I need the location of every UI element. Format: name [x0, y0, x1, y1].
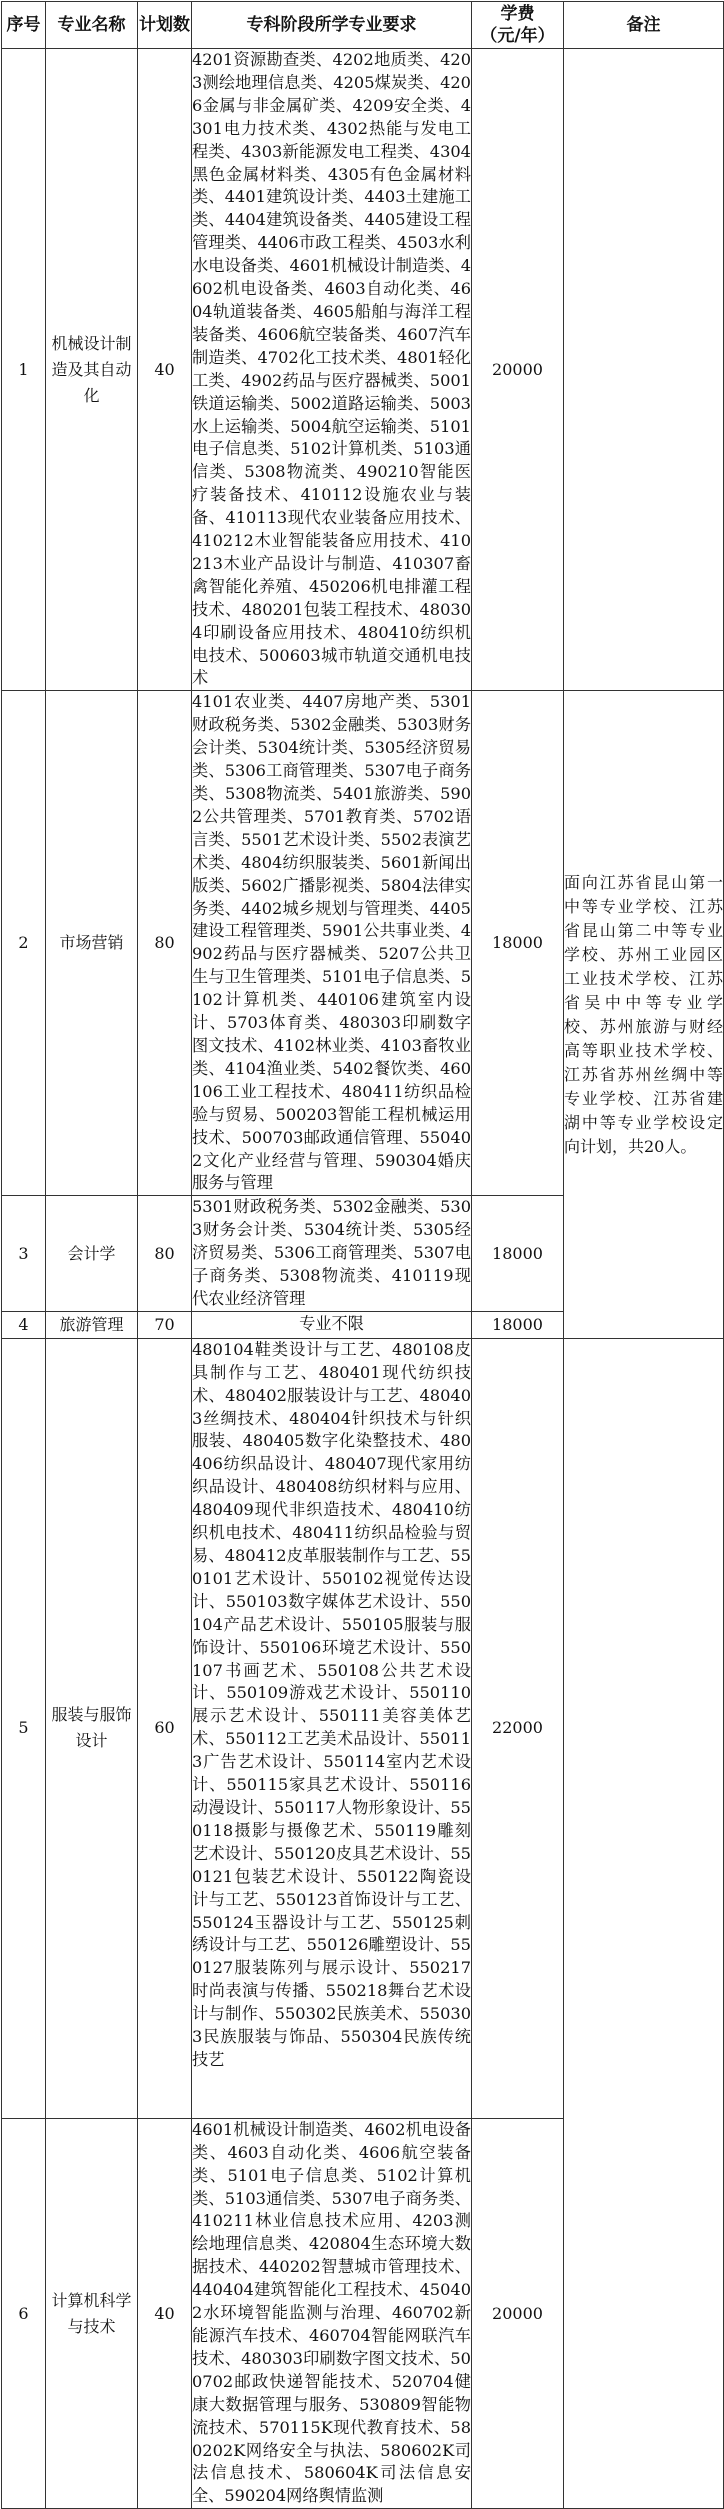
row-index: 5 — [2, 1338, 46, 2118]
header-plan: 计划数 — [138, 2, 192, 49]
row-requirement: 480104鞋类设计与工艺、480108皮具制作与工艺、480401现代纺织技术、480402服装设计与工艺、480403丝绸技术、480404针织技术与针织服装、480405数字化染整技术、480406纺织品设计、480407现代家用纺织品设计、480408纺织材料与应用、480409现代非织造技术、480410纺织机电技术、480411纺织品检验与贸易、480412皮革服装制作与工艺、550101艺术设计、550102视觉传达设计、550103数字媒体艺术设计、550104产品艺术设计、550105服装与服饰设计、550106环境艺术设计、550107书画艺术、550108公共艺术设计、550109游戏艺术设计、550110展示艺术设计、550111美容美体艺术、550112工艺美术品设计、550113广告艺术设计、550114室内艺术设计、550115家具艺术设计、550116动漫设计、550117人物形象设计、550118摄影与摄像艺术、550119雕刻艺术设计、550120皮具艺术设计、550121包装艺术设计、550122陶瓷设计与工艺、550123首饰设计与工艺、550124玉器设计与工艺、550125刺绣设计与工艺、550126雕塑设计、550127服装陈列与展示设计、550217时尚表演与传播、550218舞台艺术设计与制作、550302民族美术、550303民族服装与饰品、550304民族传统技艺 — [192, 1338, 472, 2118]
row-tuition: 20000 — [472, 49, 564, 691]
row-plan: 40 — [138, 2118, 192, 2508]
row-index: 6 — [2, 2118, 46, 2508]
note-cell-top — [564, 49, 724, 691]
row-major: 服装与服饰设计 — [46, 1338, 138, 2118]
admission-plan-table — [1, 1, 724, 2509]
row-major: 市场营销 — [46, 691, 138, 1196]
row-requirement: 4201资源勘查类、4202地质类、4203测绘地理信息类、4205煤炭类、4206金属与非金属矿类、4209安全类、4301电力技术类、4302热能与发电工程类、4303新能源发电工程类、4304黑色金属材料类、4305有色金属材料类、4401建筑设计类、4403土建施工类、4404建筑设备类、4405建设工程管理类、4406市政工程类、4503水利水电设备类、4601机械设计制造类、4602机电设备类、4603自动化类、4604轨道装备类、4605船舶与海洋工程装备类、4606航空装备类、4607汽车制造类、4702化工技术类、4801轻化工类、4902药品与医疗器械类、5001铁道运输类、5002道路运输类、5003水上运输类、5004航空运输类、5101电子信息类、5102计算机类、5103通信类、5308物流类、490210智能医疗装备技术、410112设施农业与装备、410113现代农业装备应用技术、410212木业智能装备应用技术、410213木业产品设计与制造、410307畜禽智能化养殖、450206机电排灌工程技术、480201包装工程技术、480304印刷设备应用技术、480410纺织机电技术、500603城市轨道交通机电技术 — [192, 49, 472, 691]
row-major: 旅游管理 — [46, 1311, 138, 1338]
row-requirement: 4101农业类、4407房地产类、5301财政税务类、5302金融类、5303财务会计类、5304统计类、5305经济贸易类、5306工商管理类、5307电子商务类、5308物流类、5401旅游类、5902公共管理类、5701教育类、5702语言类、5501艺术设计类、5502表演艺术类、4804纺织服装类、5601新闻出版类、5602广播影视类、5804法律实务类、4402城乡规划与管理类、4405建设工程管理类、5901公共事业类、4902药品与医疗器械类、5207公共卫生与卫生管理类、5101电子信息类、5102计算机类、440106建筑室内设计、5703体育类、480303印刷数字图文技术、4102林业类、4103畜牧业类、4104渔业类、5402餐饮类、460106工业工程技术、480411纺织品检验与贸易、500203智能工程机械运用技术、500703邮政通信管理、550402文化产业经营与管理、590304婚庆服务与管理 — [192, 691, 472, 1196]
note-cell-bottom — [564, 1338, 724, 2508]
row-plan: 40 — [138, 49, 192, 691]
header-note: 备注 — [564, 2, 724, 49]
row-major: 会计学 — [46, 1196, 138, 1312]
row-tuition: 22000 — [472, 1338, 564, 2118]
table-row — [2, 1338, 724, 2118]
row-index: 3 — [2, 1196, 46, 1312]
row-plan: 60 — [138, 1338, 192, 2118]
remark-note: 面向江苏省昆山第一中等专业学校、江苏省昆山第二中等专业学校、苏州工业园区工业技术学校、江苏省吴中中等专业学校、苏州旅游与财经高等职业技术学校、江苏省苏州丝绸中等专业学校、江苏省建湖中等专业学校设定向计划，共20人。 — [564, 691, 724, 1338]
table-row — [2, 691, 724, 1196]
row-requirement: 5301财政税务类、5302金融类、5303财务会计类、5304统计类、5305经济贸易类、5306工商管理类、5307电子商务类、5308物流类、410119现代农业经济管理 — [192, 1196, 472, 1312]
row-index: 4 — [2, 1311, 46, 1338]
row-tuition: 18000 — [472, 691, 564, 1196]
header-requirement: 专科阶段所学专业要求 — [192, 2, 472, 49]
row-major: 机械设计制造及其自动化 — [46, 49, 138, 691]
row-plan: 80 — [138, 1196, 192, 1312]
row-tuition: 20000 — [472, 2118, 564, 2508]
row-plan: 80 — [138, 691, 192, 1196]
header-index: 序号 — [2, 2, 46, 49]
header-major: 专业名称 — [46, 2, 138, 49]
row-tuition: 18000 — [472, 1196, 564, 1312]
table-row — [2, 49, 724, 691]
row-requirement: 专业不限 — [192, 1311, 472, 1338]
row-requirement: 4601机械设计制造类、4602机电设备类、4603自动化类、4606航空装备类、5101电子信息类、5102计算机类、5103通信类、5307电子商务类、410211林业信息技术应用、4203测绘地理信息类、420804生态环境大数据技术、440202智慧城市管理技术、440404建筑智能化工程技术、450402水环境智能监测与治理、460702新能源汽车技术、460704智能网联汽车技术、480303印刷数字图文技术、500702邮政快递智能技术、520704健康大数据管理与服务、530809智能物流技术、570115K现代教育技术、580202K网络安全与执法、580602K司法信息技术、580604K司法信息安全、590204网络舆情监测 — [192, 2118, 472, 2508]
row-plan: 70 — [138, 1311, 192, 1338]
header-tuition: 学费 （元/年） — [472, 2, 564, 49]
row-tuition: 18000 — [472, 1311, 564, 1338]
row-major: 计算机科学与技术 — [46, 2118, 138, 2508]
row-index: 1 — [2, 49, 46, 691]
table-header-row — [2, 2, 724, 49]
row-index: 2 — [2, 691, 46, 1196]
